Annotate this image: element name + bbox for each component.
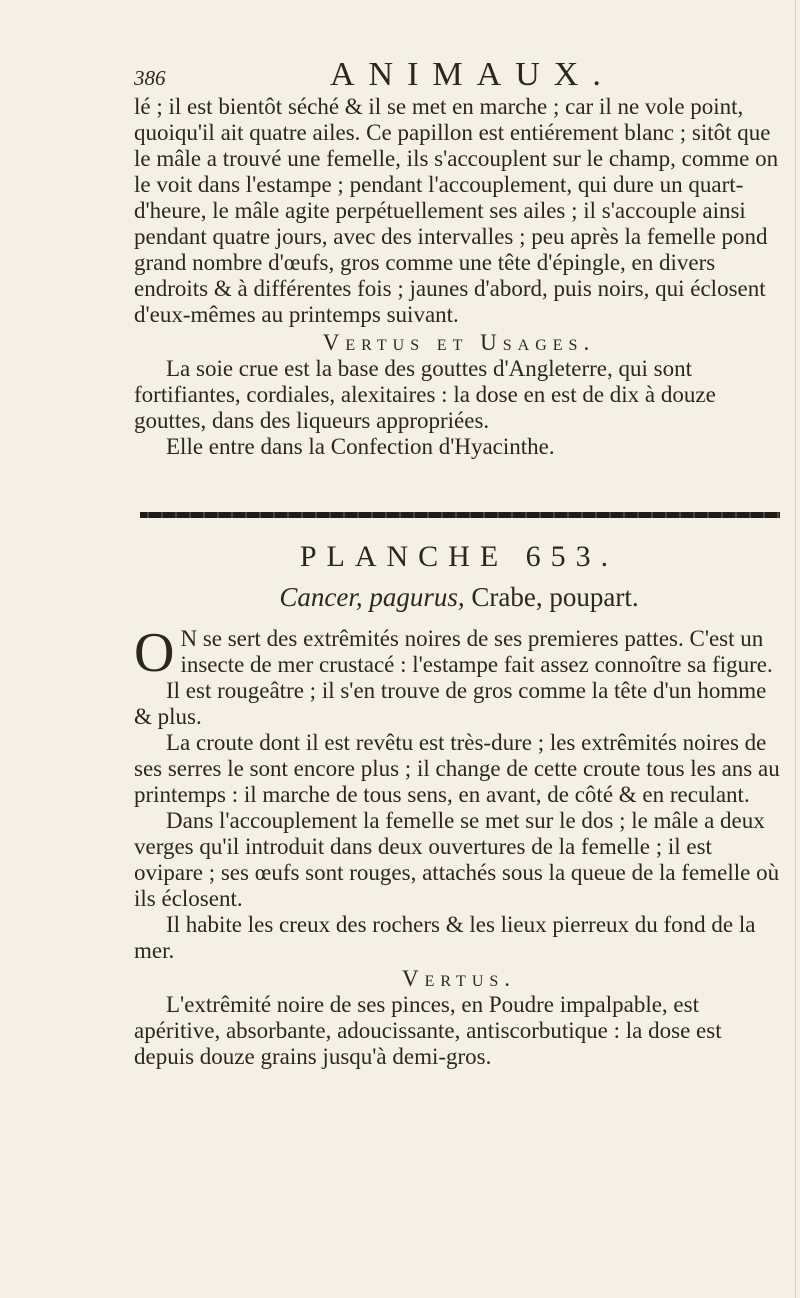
page-header: [134, 56, 674, 92]
paragraph-couleur: Il est rougeâtre ; il s'en trouve de gros comme la tête d'un homme & plus.: [134, 678, 767, 729]
section-two: [134, 622, 784, 1070]
plate-title: PLANCHE 653.: [299, 540, 619, 573]
running-head: ANIMAUX.: [330, 56, 615, 93]
section-one: [134, 94, 784, 460]
common-name: Crabe, poupart.: [471, 582, 639, 612]
paragraph-continuation: lé ; il est bientôt séché & il se met en marche ; car il ne vole point, quoiqu'il ait quatre ailes. Ce papillon est entiérement blanc ; sitôt que le mâle a trouvé une femelle, ils s'accouplent sur le champ, comme on le voit dans l'estampe ; pendant l'accouplement, qui dure un quart-d'heure, le mâle agite perpétuellement ses ailes ; il s'accouple ainsi pendant quatre jours, avec des intervalles ; peu après la femelle pond grand nombre d'œufs, gros comme une tête d'épingle, en divers endroits & à différentes fois ; jaunes d'abord, puis noirs, qui éclosent d'eux-mêmes au printemps suivant.: [134, 94, 779, 327]
paragraph-croute: La croute dont il est revêtu est très-dure ; les extrêmités noires de ses serres le sont encore plus ; il change de cette croute tous les ans au printemps : il marche de tous sens, en avant, de côté & en reculant.: [134, 730, 780, 807]
page-number: 386: [134, 66, 166, 90]
ornamental-rule: [140, 512, 780, 518]
paragraph-habitat: Il habite les creux des rochers & les lieux pierreux du fond de la mer.: [134, 912, 756, 963]
drop-cap: O: [134, 622, 175, 684]
plate-subtitle: [134, 582, 784, 613]
page-edge-line: [795, 0, 796, 1298]
heading-vertus: Vertus.: [401, 966, 517, 991]
latin-name: Cancer, pagurus,: [279, 582, 465, 612]
paragraph-intro-text: N se sert des extrêmités noires de ses premieres pattes. C'est un insecte de mer crustacé : l'estampe fait assez connoître sa figure.: [180, 626, 773, 677]
paragraph-accouplement: Dans l'accouplement la femelle se met sur le dos ; le mâle a deux verges qu'il introduit dans deux ouvertures de la femelle ; il est ovipare ; ses œufs sont rouges, attachés sous la queue de la femelle où ils éclosent.: [134, 808, 780, 911]
paragraph-confection: Elle entre dans la Confection d'Hyacinthe.: [166, 434, 555, 459]
paragraph-soie: La soie crue est la base des gouttes d'Angleterre, qui sont fortifiantes, cordiales, alexitaires : la dose en est de dix à douze gouttes, dans des liqueurs appropriées.: [134, 356, 716, 433]
paragraph-vertus: L'extrêmité noire de ses pinces, en Poudre impalpable, est apéritive, absorbante, adoucissante, antiscorbutique : la dose est depuis douze grains jusqu'à demi-gros.: [134, 992, 722, 1069]
paragraph-intro: [134, 622, 784, 684]
heading-vertus-usages: Vertus et Usages.: [322, 330, 596, 355]
